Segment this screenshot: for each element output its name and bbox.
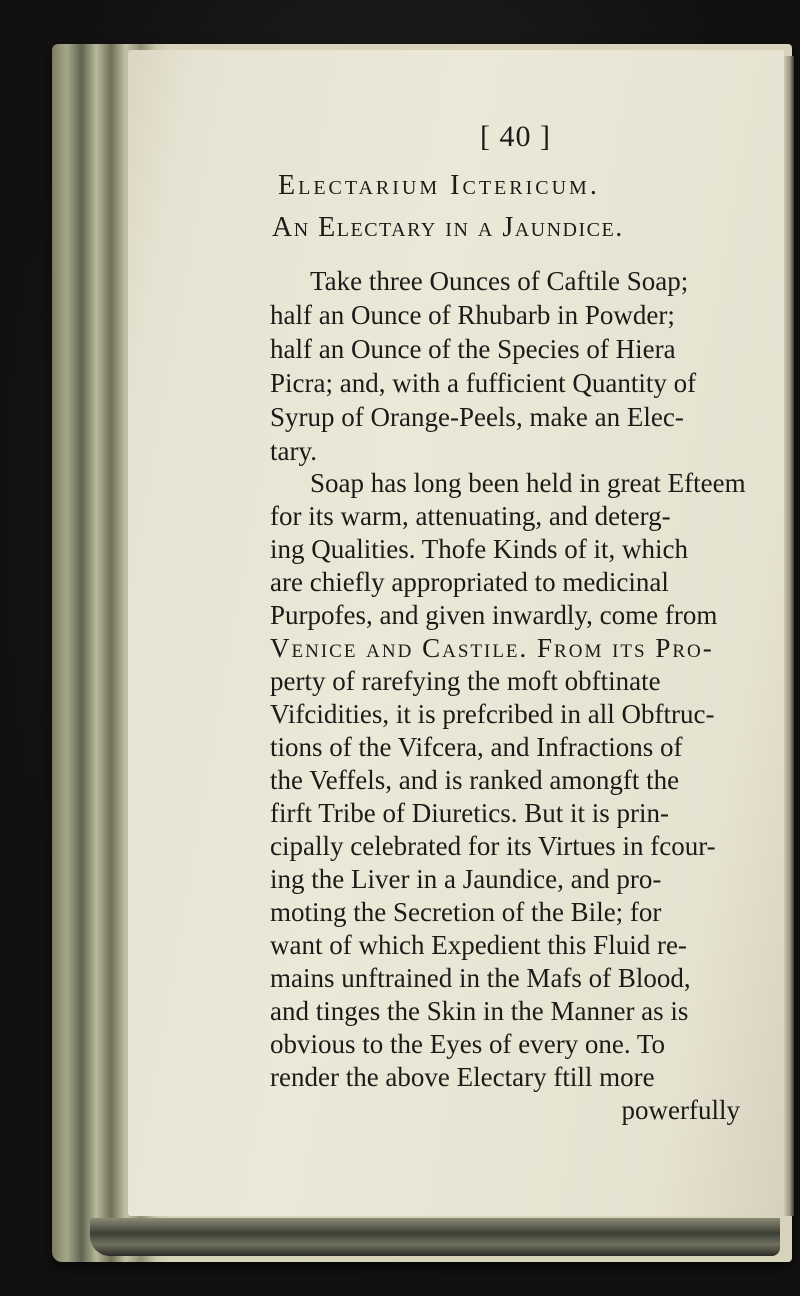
text-line: Syrup of Orange-Peels, make an Elec-	[270, 402, 684, 432]
text-line: and tinges the Skin in the Manner as is	[270, 996, 689, 1026]
text-line: Purpofes, and given inwardly, come from	[270, 600, 718, 630]
text-line: the Veffels, and is ranked amongft the	[270, 765, 680, 795]
text-line: mains unftrained in the Mafs of Blood,	[270, 963, 691, 993]
page-number: [ 40 ]	[480, 120, 551, 153]
text-line: for its warm, attenuating, and deterg-	[270, 501, 671, 531]
text-line: half an Ounce of the Species of Hiera	[270, 334, 676, 364]
text-line: Picra; and, with a fufficient Quantity of	[270, 368, 697, 398]
text-line: cipally celebrated for its Virtues in fcour-	[270, 831, 716, 861]
text-line: half an Ounce of Rhubarb in Powder;	[270, 300, 675, 330]
text-line: perty of rarefying the moft obftinate	[270, 666, 661, 696]
text-line: ing Qualities. Thofe Kinds of it, which	[270, 534, 688, 564]
recipe-latin-title: Electarium Ictericum.	[278, 170, 600, 201]
text-line: obvious to the Eyes of every one. To	[270, 1029, 666, 1059]
text-line: tary.	[270, 436, 317, 466]
text-line: Take three Ounces of Caftile Soap;	[310, 266, 689, 296]
text-line: moting the Secretion of the Bile; for	[270, 897, 662, 927]
text-line: Venice and Castile. From its Pro-	[270, 633, 714, 663]
text-line: firft Tribe of Diuretics. But it is prin-	[270, 798, 669, 828]
text-line: ing the Liver in a Jaundice, and pro-	[270, 864, 662, 894]
text-line: tions of the Vifcera, and Infractions of	[270, 732, 683, 762]
text-line: are chiefly appropriated to medicinal	[270, 567, 669, 597]
catchword: powerfully	[621, 1095, 740, 1125]
text-line: want of which Expedient this Fluid re-	[270, 930, 687, 960]
recipe-english-title: An Electary in a Jaundice.	[272, 212, 624, 243]
text-line: Vifcidities, it is prefcribed in all Obftruc-	[270, 699, 715, 729]
text-line: Soap has long been held in great Efteem	[310, 468, 746, 498]
text-line: render the above Electary ftill more	[270, 1062, 655, 1092]
page-text	[270, 0, 790, 1296]
